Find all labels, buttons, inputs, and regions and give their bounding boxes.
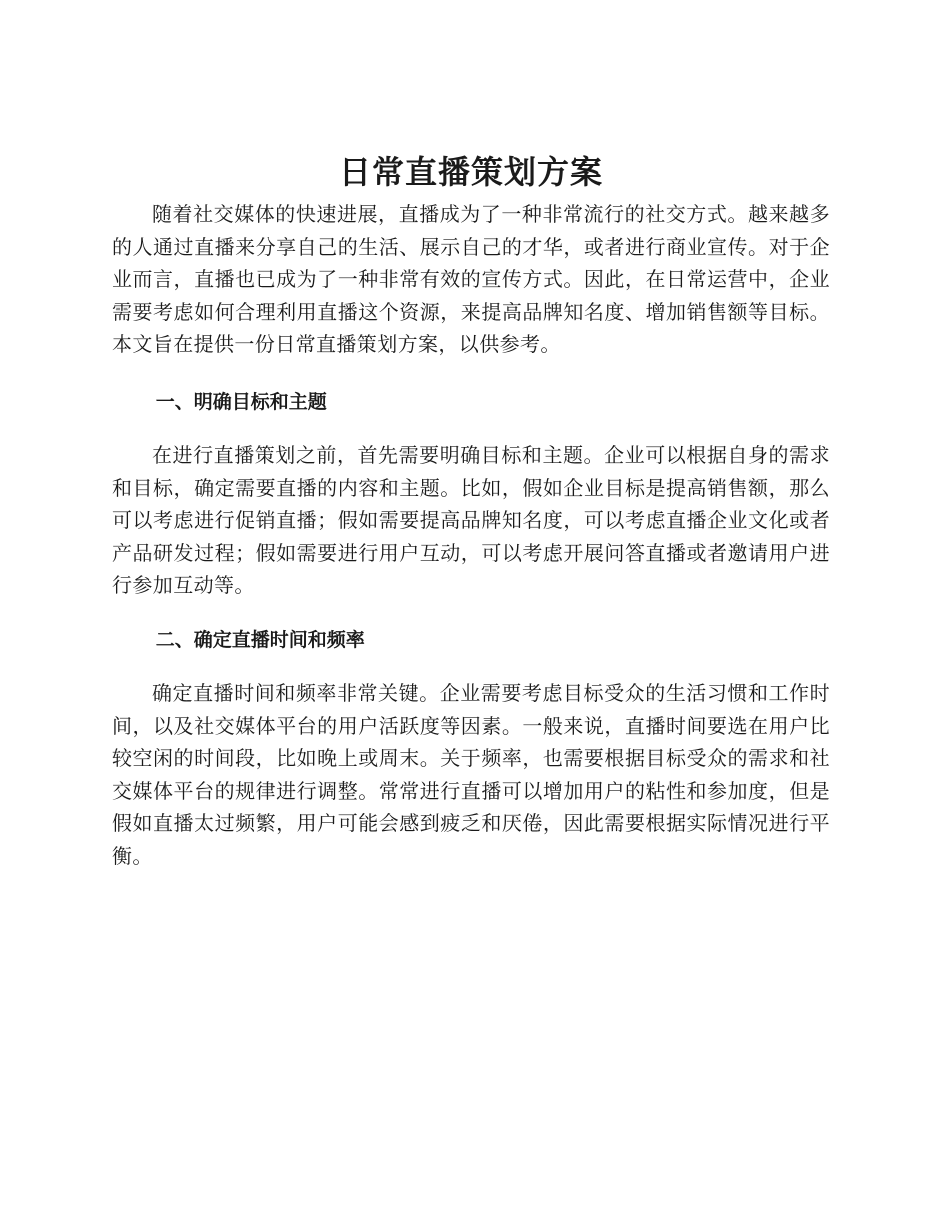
section-body-goals: 在进行直播策划之前，首先需要明确目标和主题。企业可以根据自身的需求和目标，确定需要直播的内容和主题。比如，假如企业目标是提高销售额，那么可以考虑进行促销直播；假如需要提高品牌知名度，可以考虑直播企业文化或者产品研发过程；假如需要进行用户互动，可以考虑开展问答直播或者邀请用户进行参加互动等。 [112, 442, 830, 598]
document-page [112, 148, 830, 873]
section-body-schedule: 确定直播时间和频率非常关键。企业需要考虑目标受众的生活习惯和工作时间，以及社交媒体平台的用户活跃度等因素。一般来说，直播时间要选在用户比较空闲的时间段，比如晚上或周末。关于频率，也需要根据目标受众的需求和社交媒体平台的规律进行调整。常常进行直播可以增加用户的粘性和参加度，但是假如直播太过频繁，用户可能会感到疲乏和厌倦，因此需要根据实际情况进行平衡。 [112, 680, 830, 868]
document-title: 日常直播策划方案 [338, 153, 603, 191]
section-heading-schedule: 二、确定直播时间和频率 [155, 628, 365, 651]
intro-paragraph: 随着社交媒体的快速进展，直播成为了一种非常流行的社交方式。越来越多的人通过直播来分享自己的生活、展示自己的才华，或者进行商业宣传。对于企业而言，直播也已成为了一种非常有效的宣传方式。因此，在日常运营中，企业需要考虑如何合理利用直播这个资源，来提高品牌知名度、增加销售额等目标。本文旨在提供一份日常直播策划方案，以供参考。 [112, 202, 830, 357]
section-heading-goals: 一、明确目标和主题 [155, 390, 327, 413]
